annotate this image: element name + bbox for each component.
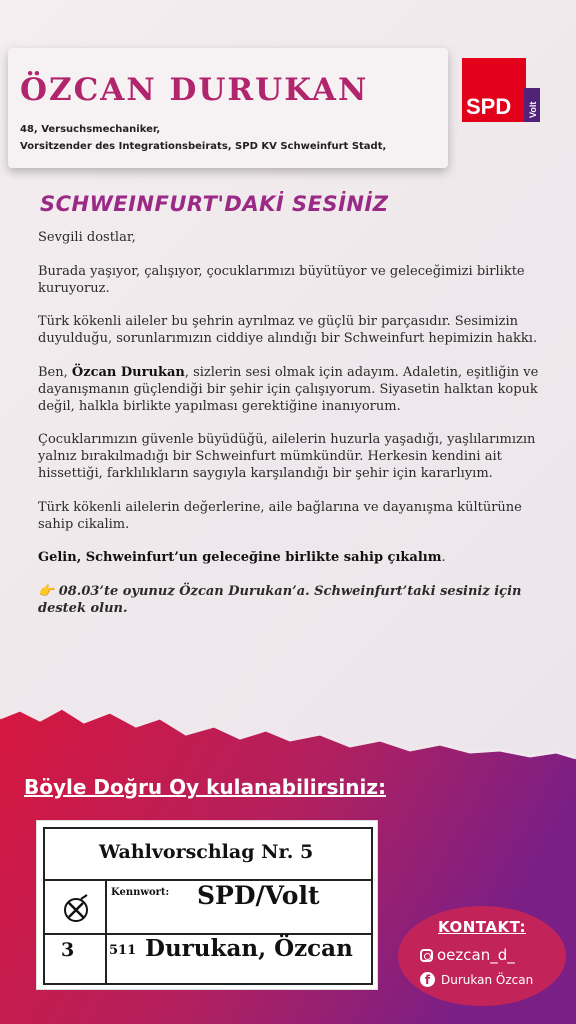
ballot-divider [105, 881, 107, 983]
logo-spd-text: SPD [466, 94, 512, 119]
instagram-link[interactable] [420, 946, 515, 964]
paragraph-3: Türk kökenli aileler bu şehrin ayrılmaz ve güçlü bir parçasıdır. Sesimizin duyulduğu, sorunlarımızın ciddiye alındığı bir Schweinfurt hepimizin hakkı. [38, 314, 538, 347]
ballot-header: Wahlvorschlag Nr. 5 [98, 841, 314, 863]
contact-title: KONTAKT: [438, 918, 526, 936]
paragraph-7: Gelin, Schweinfurt’un geleceğine birlikte sahip çıkalım. [38, 550, 446, 566]
list-position: 3 [61, 939, 75, 961]
logo-volt-text: Volt [528, 101, 538, 118]
headline: SCHWEINFURT'DAKİ SESİNİZ [40, 192, 389, 216]
paragraph-greeting: Sevgili dostlar, [38, 230, 136, 245]
instagram-handle: oezcan_d_ [437, 946, 515, 964]
facebook-link[interactable] [420, 972, 533, 987]
facebook-icon: f [420, 972, 435, 987]
candidate-name-inline: Özcan Durukan [71, 364, 185, 380]
paragraph-5: Çocuklarımızın güvenle büyüdüğü, ailelerin huzurla yaşadığı, yaşlılarımızın yalnız bırakılmadığı bir Schweinfurt mümkündür. Herkesin kendini ait hissettiği, farklılıkların saygıyla karşılandığı bir şehir için kararlıyım. [38, 432, 536, 481]
paragraph-6: Türk kökenli ailelerin değerlerine, aile bağlarına ve dayanışma kültürüne sahip cikalim. [38, 499, 522, 532]
paragraph-2: Burada yaşıyor, çalışıyor, çocuklarımızı büyütüyor ve geleceğimizi birlikte kuruyoruz. [38, 263, 525, 296]
ballot-sample [36, 820, 378, 990]
party-name: SPD/Volt [197, 881, 320, 910]
letter-body [38, 230, 550, 635]
candidate-info-line-2: Vorsitzender des Integrationsbeirats, SPD KV Schweinfurt Stadt, [20, 141, 387, 152]
ballot-candidate-name: Durukan, Özcan [145, 935, 353, 962]
contact-bubble [398, 906, 566, 1006]
ballot-cross-mark-icon [59, 891, 93, 925]
candidate-info-line-1: 48, Versuchsmechaniker, [20, 124, 161, 135]
call-to-action: 👉 08.03’te oyunuz Özcan Durukan’a. Schweinfurt’taki sesiniz için destek olun. [38, 584, 522, 616]
kennwort-label: Kennwort: [111, 887, 170, 898]
instagram-icon [420, 949, 433, 962]
spd-volt-logo [462, 58, 542, 122]
pointing-hand-icon: 👉 [38, 584, 55, 600]
paragraph-4: Ben, Özcan Durukan, sizlerin sesi olmak için adayım. Adaletin, eşitliğin ve dayanışmanın güçlendiği bir şehir için çalışıyorum. Siyasetin halktan kopuk değil, halkla birlikte yapılması gerektiğine inanıyorum. [38, 364, 539, 414]
voting-instructions-title: Böyle Doğru Oy kulanabilirsiniz: [24, 775, 386, 799]
candidate-number: 511 [109, 943, 137, 958]
facebook-name: Durukan Özcan [441, 972, 534, 987]
candidate-name-title: ÖZCAN DURUKAN [20, 72, 369, 108]
